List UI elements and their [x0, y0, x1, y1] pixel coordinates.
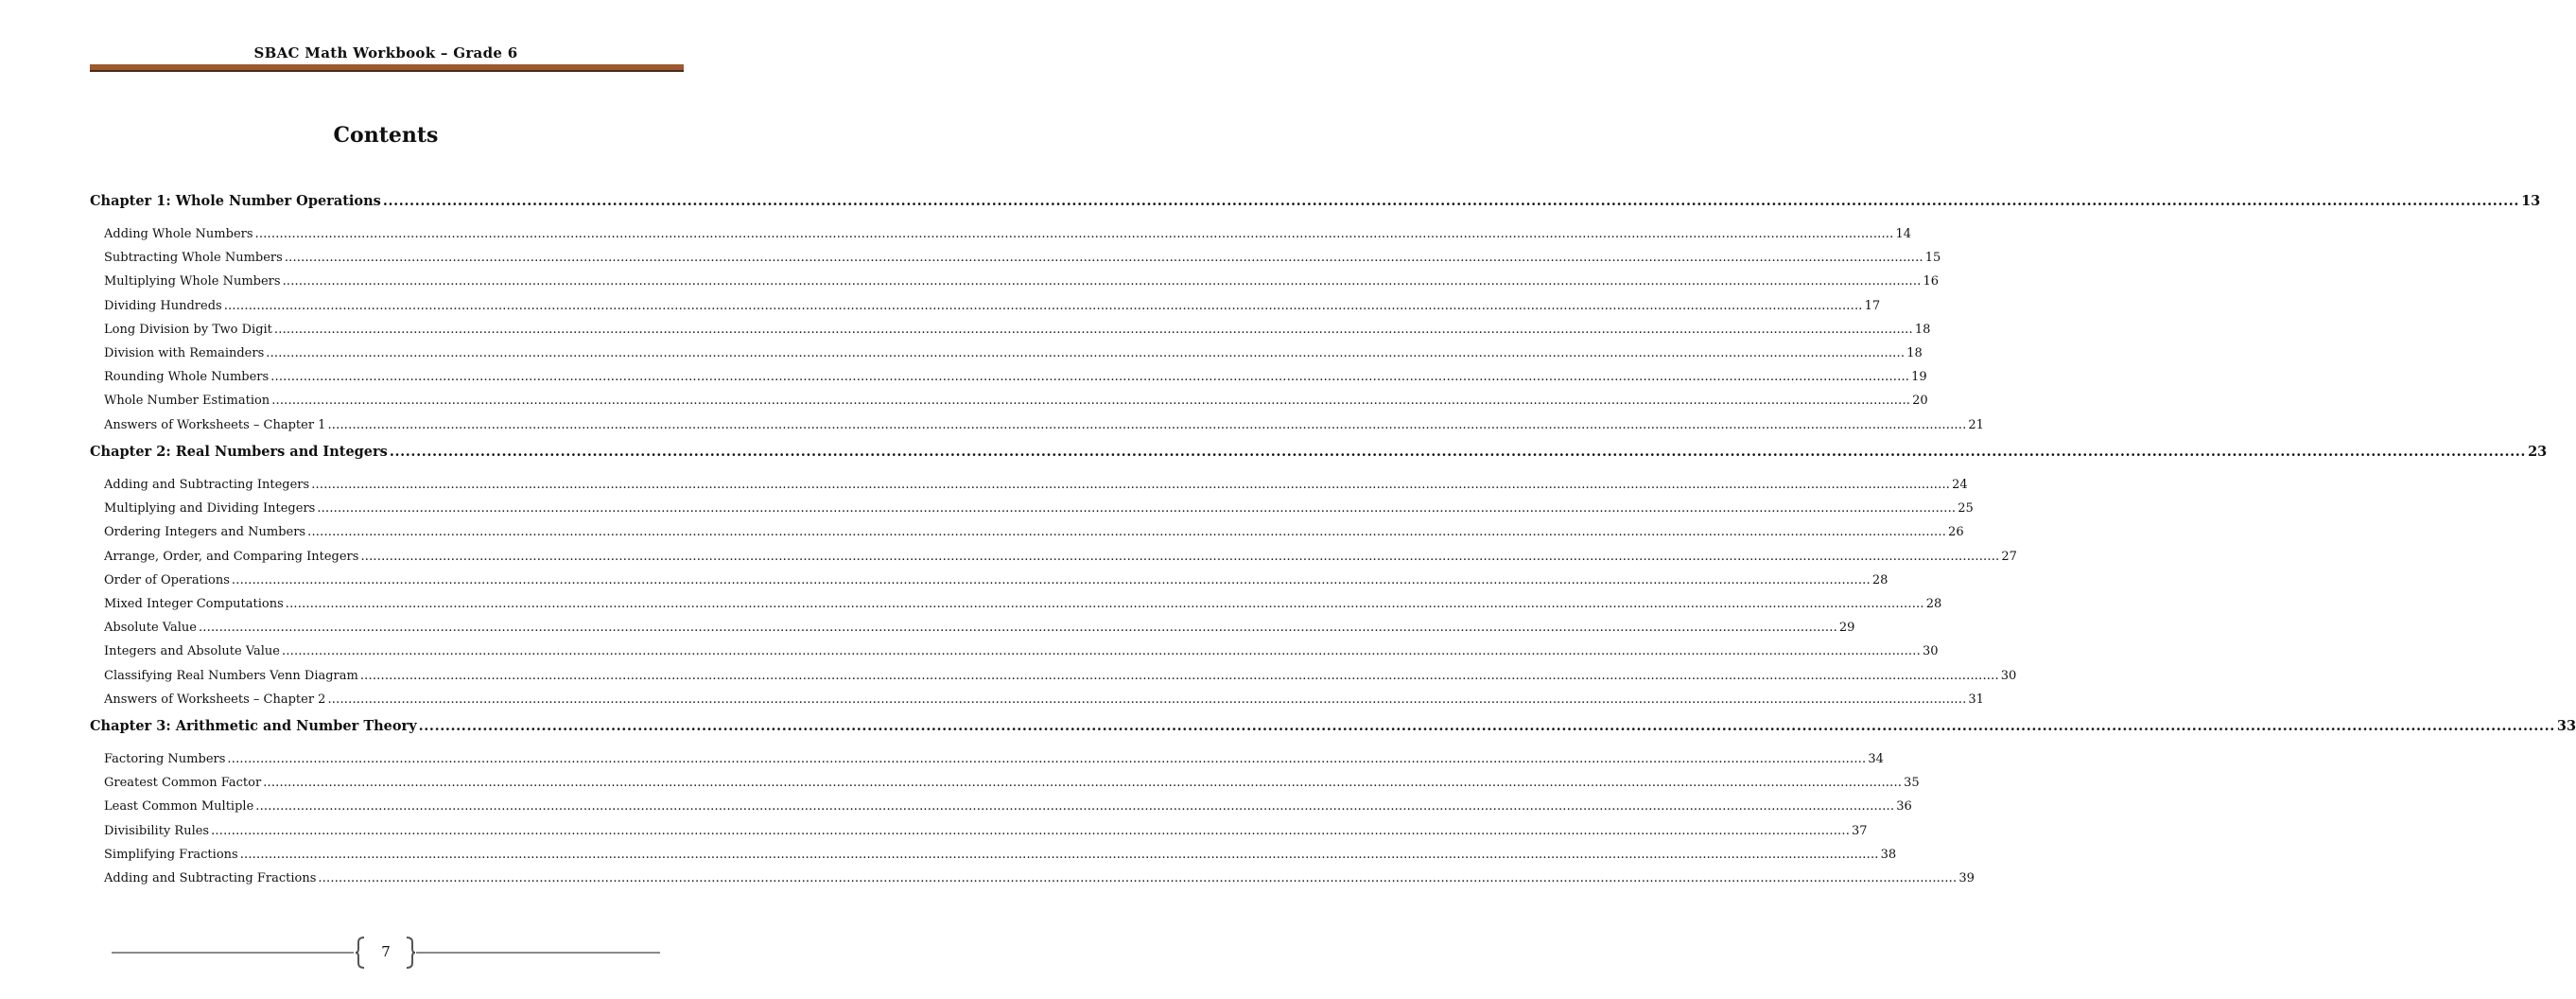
toc-entry-row[interactable]: [104, 871, 1975, 885]
toc-entry-title: Answers of Worksheets – Chapter 1: [104, 417, 326, 432]
toc-entry-title: Dividing Hundreds: [104, 298, 222, 313]
toc-entry-row[interactable]: [104, 298, 1881, 313]
toc-entry-title: Absolute Value: [104, 621, 197, 636]
toc-leader-dots: ................................................................................................................................................................................................................................................................................................................................................................................................................: [223, 298, 1863, 313]
toc-chapter-page: 33: [2556, 718, 2576, 734]
left-brace-icon: [355, 937, 366, 969]
toc-leader-dots: ................................................................................................................................................................................................................................................................................................................................................................................................................: [266, 346, 1906, 360]
toc-entry-title: Subtracting Whole Numbers: [104, 251, 283, 266]
toc-entry-row[interactable]: [104, 776, 1920, 791]
toc-leader-dots: ................................................................................................................................................................................................................................................................................................................................................................................................................: [254, 227, 1894, 241]
toc-entry-row[interactable]: [104, 251, 1941, 266]
toc-entry-title: Mixed Integer Computations: [104, 597, 284, 611]
toc-entry-page: 18: [1914, 322, 1931, 337]
toc-leader-dots: ................................................................................................................................................................................................................................................................................................................................................................................................................: [211, 823, 1851, 838]
toc-entry-page: 26: [1948, 525, 1964, 540]
toc-entry-row[interactable]: [104, 668, 2017, 683]
toc-leader-dots: ................................................................................................................................................................................................................................................................................................................................................................................................................: [285, 597, 1924, 611]
toc-entry-page: 21: [1968, 417, 1984, 432]
toc-entry-page: 36: [1896, 799, 1912, 815]
toc-leader-dots: ................................................................................................................................................................................................................................................................................................................................................................................................................: [273, 322, 1913, 337]
toc-leader-dots: ................................................................................................................................................................................................................................................................................................................................................................................................................: [263, 776, 1903, 791]
toc-entry-row[interactable]: [104, 847, 1897, 862]
toc-entry-row[interactable]: [104, 274, 1940, 289]
toc-chapter-page: 13: [2521, 193, 2541, 209]
toc-entry-row[interactable]: [104, 692, 1984, 707]
toc-entry-title: Simplifying Fractions: [104, 847, 238, 862]
toc-entry-title: Long Division by Two Digit: [104, 322, 272, 337]
toc-entry-title: Factoring Numbers: [104, 752, 226, 766]
toc-entry-page: 15: [1924, 251, 1941, 266]
toc-entry-page: 14: [1895, 227, 1912, 241]
toc-entry-page: 30: [1922, 644, 1939, 659]
toc-entry-page: 39: [1958, 871, 1975, 885]
toc-entry-row[interactable]: [104, 823, 1868, 838]
toc-leader-dots: ................................................................................................................................................................................................................................................................................................................................................................................................................: [359, 668, 1999, 683]
toc-entry-title: Greatest Common Factor: [104, 776, 262, 791]
toc-entry-page: 37: [1852, 823, 1868, 838]
toc-entry-title: Divisibility Rules: [104, 823, 210, 838]
toc-entry-row[interactable]: [104, 370, 1927, 385]
toc-entry-row[interactable]: [104, 549, 2017, 564]
toc-chapter-row[interactable]: [90, 444, 2548, 460]
toc-entry-title: Rounding Whole Numbers: [104, 370, 270, 385]
toc-entry-page: 17: [1864, 298, 1881, 313]
toc-leader-dots: ................................................................................................................................................................................................................................................................................................................................................................................................................: [382, 193, 2520, 209]
header-rule: [90, 64, 684, 73]
page-number: 7: [381, 943, 391, 960]
toc-entry-row[interactable]: [104, 752, 1884, 766]
toc-entry-row[interactable]: [104, 621, 1855, 636]
toc-entry-page: 24: [1952, 478, 1968, 492]
toc-chapter-row[interactable]: [90, 193, 2541, 209]
toc-entry-page: 28: [1925, 597, 1942, 611]
toc-entry-row[interactable]: [104, 572, 1888, 587]
toc-entry-row[interactable]: [104, 227, 1912, 241]
toc-entry-title: Adding Whole Numbers: [104, 227, 253, 241]
toc-entry-page: 35: [1904, 776, 1920, 791]
toc-entry-title: Adding and Subtracting Fractions: [104, 871, 317, 885]
toc-entry-page: 27: [2001, 549, 2017, 564]
header-rule-underline: [90, 70, 684, 72]
toc-entry-title: Least Common Multiple: [104, 799, 254, 815]
toc-entry-page: 29: [1838, 621, 1855, 636]
toc-entry-row[interactable]: [104, 501, 1974, 517]
toc-entry-title: Arrange, Order, and Comparing Integers: [104, 549, 359, 564]
toc-entry-row[interactable]: [104, 597, 1942, 611]
toc-entry-row[interactable]: [104, 394, 1928, 409]
toc-entry-page: 20: [1912, 394, 1928, 409]
toc-entry-row[interactable]: [104, 644, 1939, 659]
toc-entry-title: Multiplying Whole Numbers: [104, 274, 281, 289]
toc-leader-dots: ................................................................................................................................................................................................................................................................................................................................................................................................................: [418, 718, 2555, 734]
toc-entry-page: 34: [1868, 752, 1884, 766]
footer-rule-left: [112, 952, 354, 954]
toc-leader-dots: ................................................................................................................................................................................................................................................................................................................................................................................................................: [311, 478, 1951, 492]
toc-leader-dots: ................................................................................................................................................................................................................................................................................................................................................................................................................: [284, 251, 1923, 266]
toc-chapter-title: Chapter 3: Arithmetic and Number Theory: [90, 718, 417, 734]
toc-entry-page: 18: [1906, 346, 1923, 360]
toc-chapter-row[interactable]: [90, 718, 2576, 734]
toc-entry-title: Division with Remainders: [104, 346, 265, 360]
toc-entry-row[interactable]: [104, 346, 1923, 360]
toc-entry-page: 30: [2000, 668, 2017, 683]
toc-leader-dots: ................................................................................................................................................................................................................................................................................................................................................................................................................: [255, 799, 1895, 815]
toc-leader-dots: ................................................................................................................................................................................................................................................................................................................................................................................................................: [271, 394, 1911, 409]
toc-entry-title: Classifying Real Numbers Venn Diagram: [104, 668, 358, 683]
toc-entry-page: 16: [1923, 274, 1940, 289]
toc-entry-title: Integers and Absolute Value: [104, 644, 280, 659]
toc-leader-dots: ................................................................................................................................................................................................................................................................................................................................................................................................................: [282, 274, 1922, 289]
toc-entry-page: 38: [1880, 847, 1897, 862]
toc-leader-dots: ................................................................................................................................................................................................................................................................................................................................................................................................................: [389, 444, 2527, 460]
toc-entry-row[interactable]: [104, 799, 1912, 815]
toc-leader-dots: ................................................................................................................................................................................................................................................................................................................................................................................................................: [231, 572, 1871, 587]
page-footer: [0, 937, 772, 974]
toc-leader-dots: ................................................................................................................................................................................................................................................................................................................................................................................................................: [270, 370, 1910, 385]
toc-leader-dots: ................................................................................................................................................................................................................................................................................................................................................................................................................: [327, 417, 1967, 432]
toc-entry-page: 28: [1871, 572, 1888, 587]
toc-entry-title: Answers of Worksheets – Chapter 2: [104, 692, 326, 707]
right-brace-icon: [405, 937, 416, 969]
toc-leader-dots: ................................................................................................................................................................................................................................................................................................................................................................................................................: [307, 525, 1947, 540]
toc-entry-title: Whole Number Estimation: [104, 394, 270, 409]
toc-leader-dots: ................................................................................................................................................................................................................................................................................................................................................................................................................: [318, 871, 1958, 885]
toc-entry-title: Ordering Integers and Numbers: [104, 525, 306, 540]
toc-leader-dots: ................................................................................................................................................................................................................................................................................................................................................................................................................: [227, 752, 1867, 766]
toc-entry-row[interactable]: [104, 322, 1931, 337]
toc-leader-dots: ................................................................................................................................................................................................................................................................................................................................................................................................................: [317, 501, 1957, 517]
toc-entry-title: Order of Operations: [104, 572, 230, 587]
footer-rule-right: [416, 952, 660, 954]
toc-entry-page: 25: [1958, 501, 1974, 517]
toc-entry-title: Adding and Subtracting Integers: [104, 478, 310, 492]
contents-title: Contents: [333, 123, 439, 148]
toc-leader-dots: ................................................................................................................................................................................................................................................................................................................................................................................................................: [327, 692, 1967, 707]
toc-entry-title: Multiplying and Dividing Integers: [104, 501, 316, 517]
running-header-title: SBAC Math Workbook – Grade 6: [253, 44, 518, 61]
toc-leader-dots: ................................................................................................................................................................................................................................................................................................................................................................................................................: [198, 621, 1837, 636]
toc-chapter-title: Chapter 2: Real Numbers and Integers: [90, 444, 388, 460]
toc-leader-dots: ................................................................................................................................................................................................................................................................................................................................................................................................................: [239, 847, 1879, 862]
toc-entry-row[interactable]: [104, 417, 1984, 432]
toc-entry-page: 31: [1968, 692, 1984, 707]
toc-chapter-page: 23: [2528, 444, 2548, 460]
toc-entry-row[interactable]: [104, 525, 1964, 540]
toc-entry-row[interactable]: [104, 478, 1968, 492]
toc-chapter-title: Chapter 1: Whole Number Operations: [90, 193, 381, 209]
toc-entry-page: 19: [1911, 370, 1927, 385]
toc-leader-dots: ................................................................................................................................................................................................................................................................................................................................................................................................................: [360, 549, 2000, 564]
toc-leader-dots: ................................................................................................................................................................................................................................................................................................................................................................................................................: [282, 644, 1921, 659]
